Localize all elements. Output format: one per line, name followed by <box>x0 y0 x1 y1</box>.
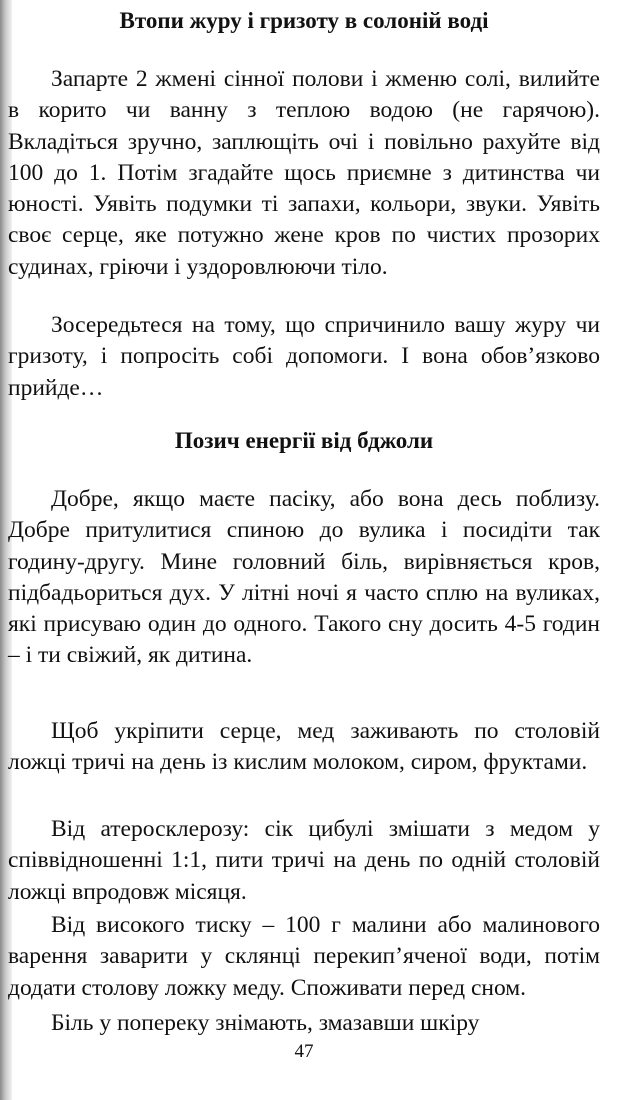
book-page <box>8 0 600 1100</box>
page-number: 47 <box>294 1041 314 1062</box>
paragraph-back-pain: Біль у попереку знімають, змазавши шкіру <box>51 1010 480 1036</box>
paragraph-high-pressure: Від високого тиску – 100 г малини або малинового варення заварити у склянці перекип’яченої води, потім додати столову ложку меду. Споживати перед сном. <box>8 912 600 1001</box>
section-title-bee-energy: Позич енергії від бджоли <box>174 428 434 453</box>
paragraph-apiary: Добре, якщо маєте пасіку, або вона десь поблизу. Добре притулитися спиною до вулика і посидіти так годину-другу. Мине головний біль, вирівняється кров, підбадьориться дух. У літні ночі я часто сплю на вуликах, які присуваю один до одного. Такого сну досить 4-5 годин – і ти свіжий, як дитина. <box>8 486 600 669</box>
section-title-salt-bath: Втопи журу і гризоту в солоній воді <box>119 8 489 33</box>
paragraph-heart-honey: Щоб укріпити серце, мед заживають по столовій ложці тричі на день із кислим молоком, сиром, фруктами. <box>8 718 600 776</box>
paragraph-ask-for-help: Зосередьтеся на тому, що спричинило вашу журу чи гризоту, і попросіть собі допомоги. І вона обов’язково прийде… <box>8 312 600 401</box>
paragraph-salt-bath-instructions: Запарте 2 жмені сінної полови і жменю солі, вилийте в корито чи ванну з теплою водою (не гарячою). Вкладіться зручно, заплющіть очі і повільно рахуйте від 100 до 1. Потім згадайте щось приємне з дитинства чи юності. Уявіть подумки ті запахи, кольори, звуки. Уявіть своє серце, яке потужно жене кров по чистих прозорих судинах, гріючи і уздоровлюючи тіло. <box>8 66 600 280</box>
paragraph-atherosclerosis: Від атеросклерозу: сік цибулі змішати з медом у співвідношенні 1:1, пити тричі на день по одній столовій ложці впродовж місяця. <box>8 816 600 905</box>
